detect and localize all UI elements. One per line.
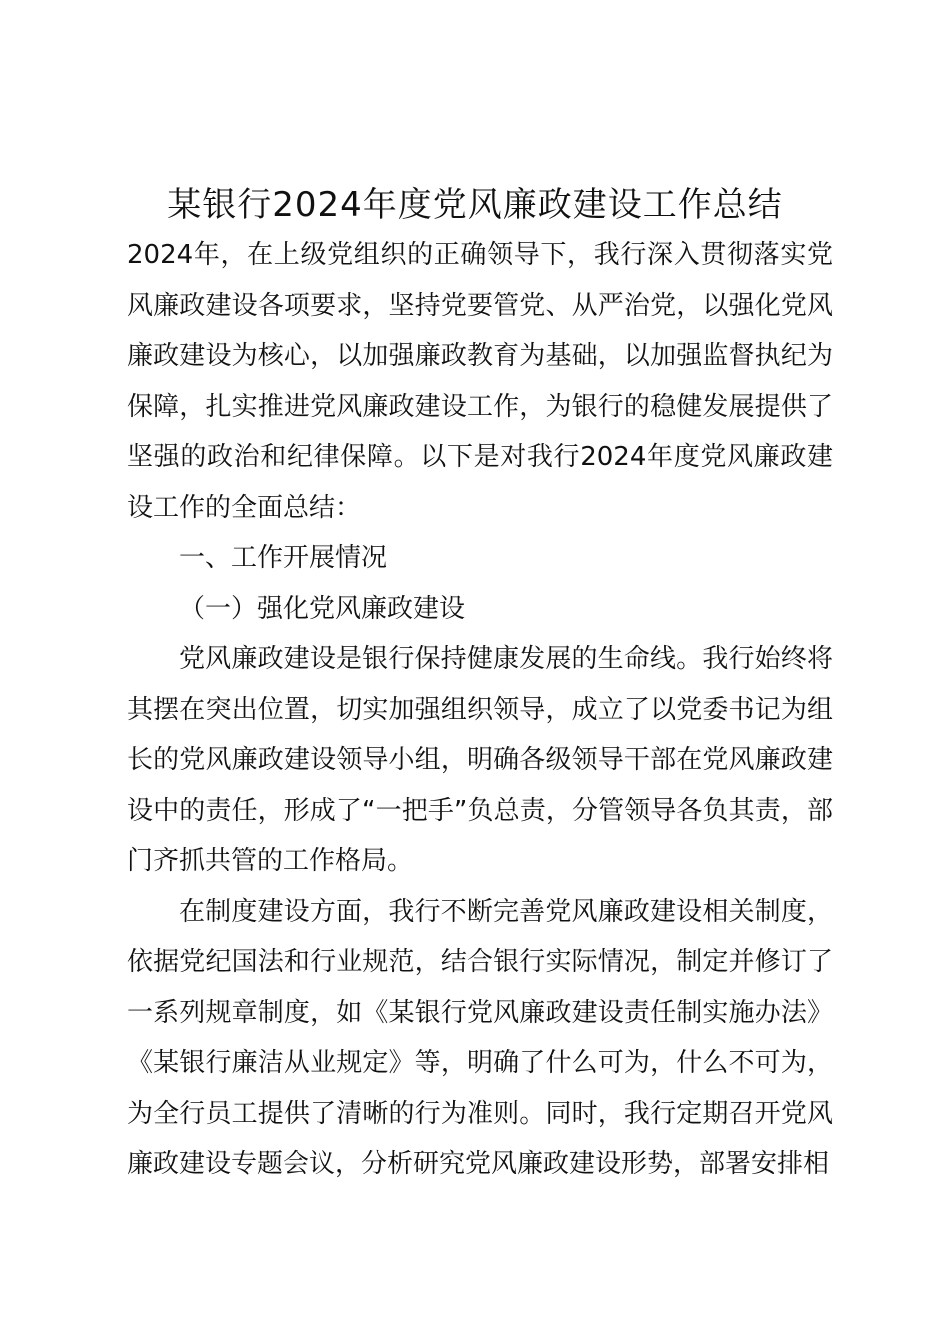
body-paragraph-1: 党风廉政建设是银行保持健康发展的生命线。我行始终将其摆在突出位置，切实加强组织领导，成立了以党委书记为组长的党风廉政建设领导小组，明确各级领导干部在党风廉政建设中的责任，形成了“一把手”负总责，分管领导各负其责，部门齐抓共管的工作格局。	[127, 644, 833, 876]
body-paragraph-2: 在制度建设方面，我行不断完善党风廉政建设相关制度，依据党纪国法和行业规范，结合银行实际情况，制定并修订了一系列规章制度，如《某银行党风廉政建设责任制实施办法》《某银行廉洁从业规定》等，明确了什么可为，什么不可为，为全行员工提供了清晰的行为准则。同时，我行定期召开党风廉政建设专题会议，分析研究党风廉政建设形势，部署安排相	[127, 896, 833, 1179]
document-body	[127, 230, 833, 1190]
intro-paragraph: 2024年，在上级党组织的正确领导下，我行深入贯彻落实党风廉政建设各项要求，坚持党要管党、从严治党，以强化党风廉政建设为核心，以加强廉政教育为基础，以加强监督执纪为保障，扎实推进党风廉政建设工作，为银行的稳健发展提供了坚强的政治和纪律保障。以下是对我行2024年度党风廉政建设工作的全面总结：	[127, 240, 833, 523]
document-title: 某银行2024年度党风廉政建设工作总结	[167, 185, 783, 225]
subsection-heading: （一）强化党风廉政建设	[179, 593, 466, 624]
section-heading: 一、工作开展情况	[179, 543, 388, 573]
